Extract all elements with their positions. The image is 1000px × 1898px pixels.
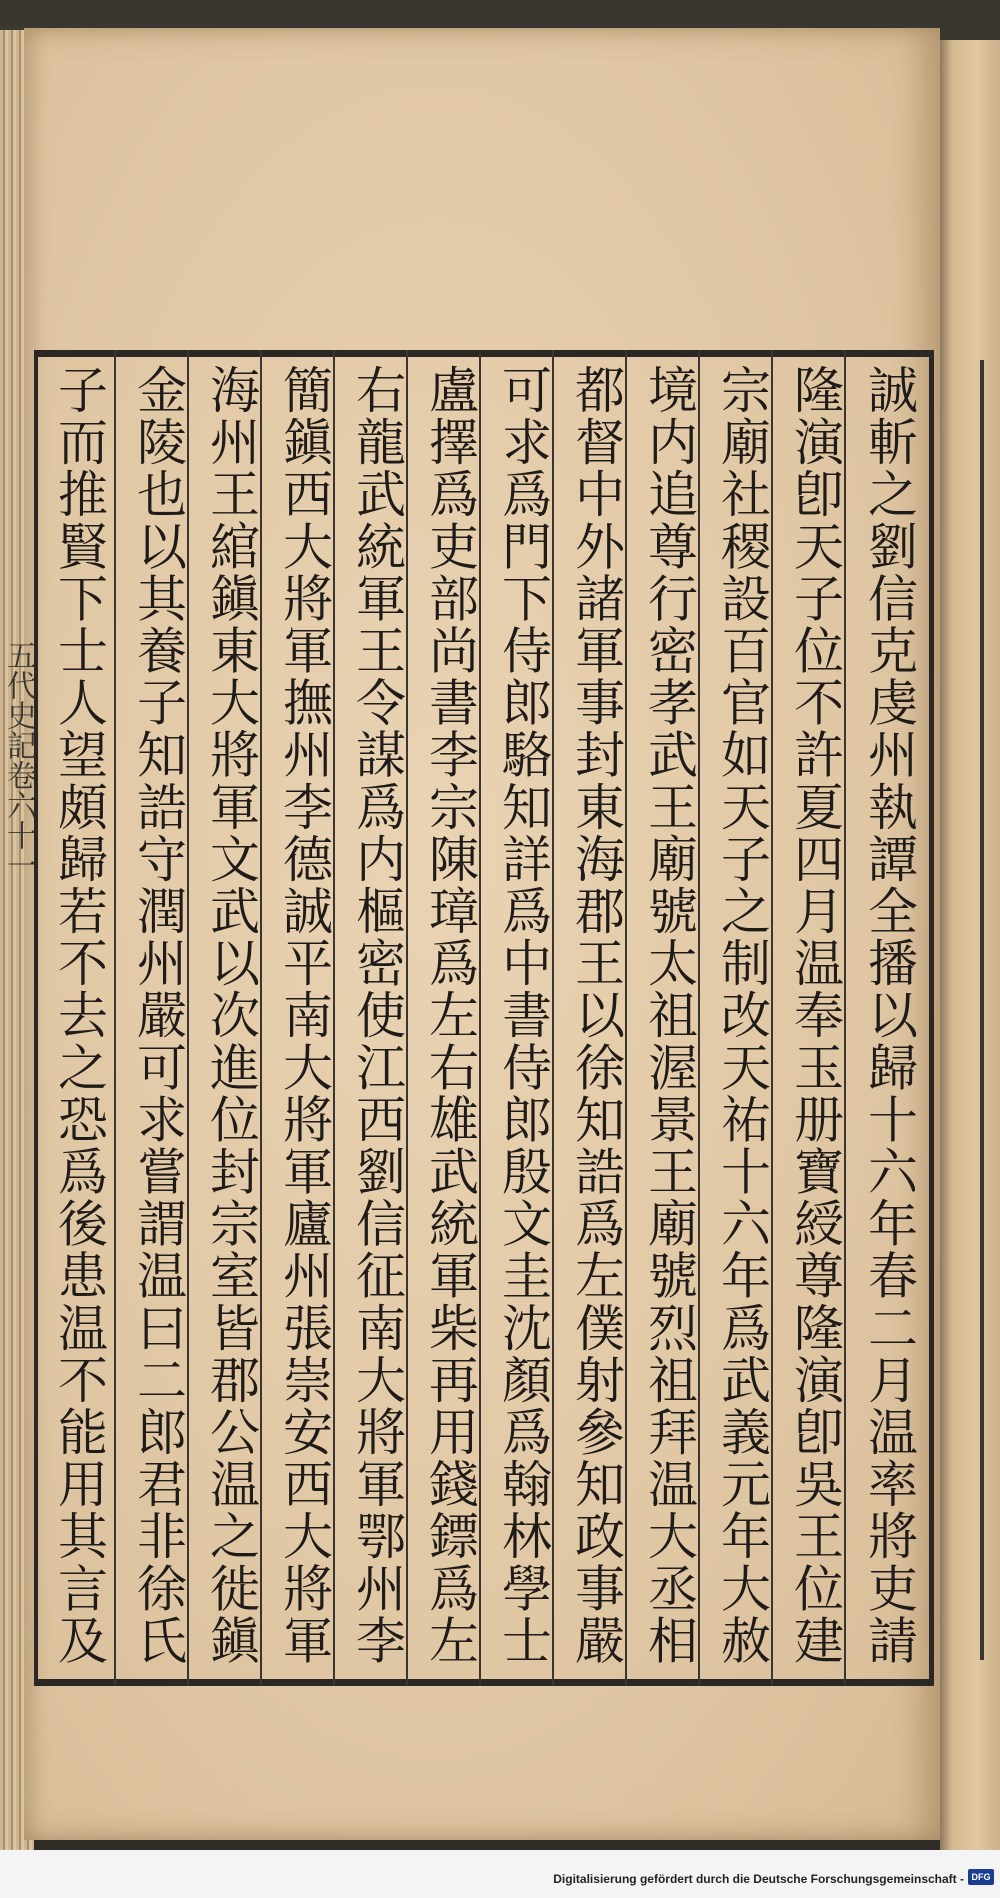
dfg-logo-icon: DFG <box>968 1869 994 1885</box>
text-column-9: 簡鎭西大將軍撫州李德誠平南大將軍廬州張崇安西大將軍 <box>275 364 333 1667</box>
facing-page-border <box>980 360 984 1660</box>
text-column-12: 子而推賢下士人望頗歸若不去之恐爲後患温不能用其言及 <box>50 364 108 1667</box>
text-column-4: 境内追尊行密孝武王廟號太祖渥景王廟號烈祖拜温大丞相 <box>640 364 698 1667</box>
facing-page-edge <box>940 40 1000 1850</box>
text-column-3: 宗廟社稷設百官如天子之制改天祐十六年爲武義元年大赦 <box>713 364 771 1667</box>
text-column-6: 可求爲門下侍郎駱知詳爲中書侍郎殷文圭沈顏爲翰林學士 <box>494 364 552 1667</box>
text-column-5: 都督中外諸軍事封東海郡王以徐知誥爲左僕射參知政事嚴 <box>567 364 625 1667</box>
funding-credit: Digitalisierung gefördert durch die Deutsche Forschungsgemeinschaft - <box>553 1872 964 1886</box>
gutter-title: 五代史記卷六十一 <box>1 640 36 880</box>
text-column-1: 誠斬之劉信克虔州執譚全播以歸十六年春二月温率將吏請 <box>860 364 918 1667</box>
text-column-2: 隆演卽天子位不許夏四月温奉玉册寶綬尊隆演卽吳王位建 <box>786 364 844 1667</box>
text-column-11: 金陵也以其養子知誥守潤州嚴可求嘗謂温曰二郎君非徐氏 <box>129 364 187 1667</box>
text-column-8: 右龍武統軍王令謀爲内樞密使江西劉信征南大將軍鄂州李 <box>348 364 406 1667</box>
text-column-7: 盧擇爲吏部尚書李宗陳璋爲左右雄武統軍柴再用錢鏢爲左 <box>421 364 479 1667</box>
text-column-10: 海州王綰鎭東大將軍文武以次進位封宗室皆郡公温之徙鎭 <box>202 364 260 1667</box>
